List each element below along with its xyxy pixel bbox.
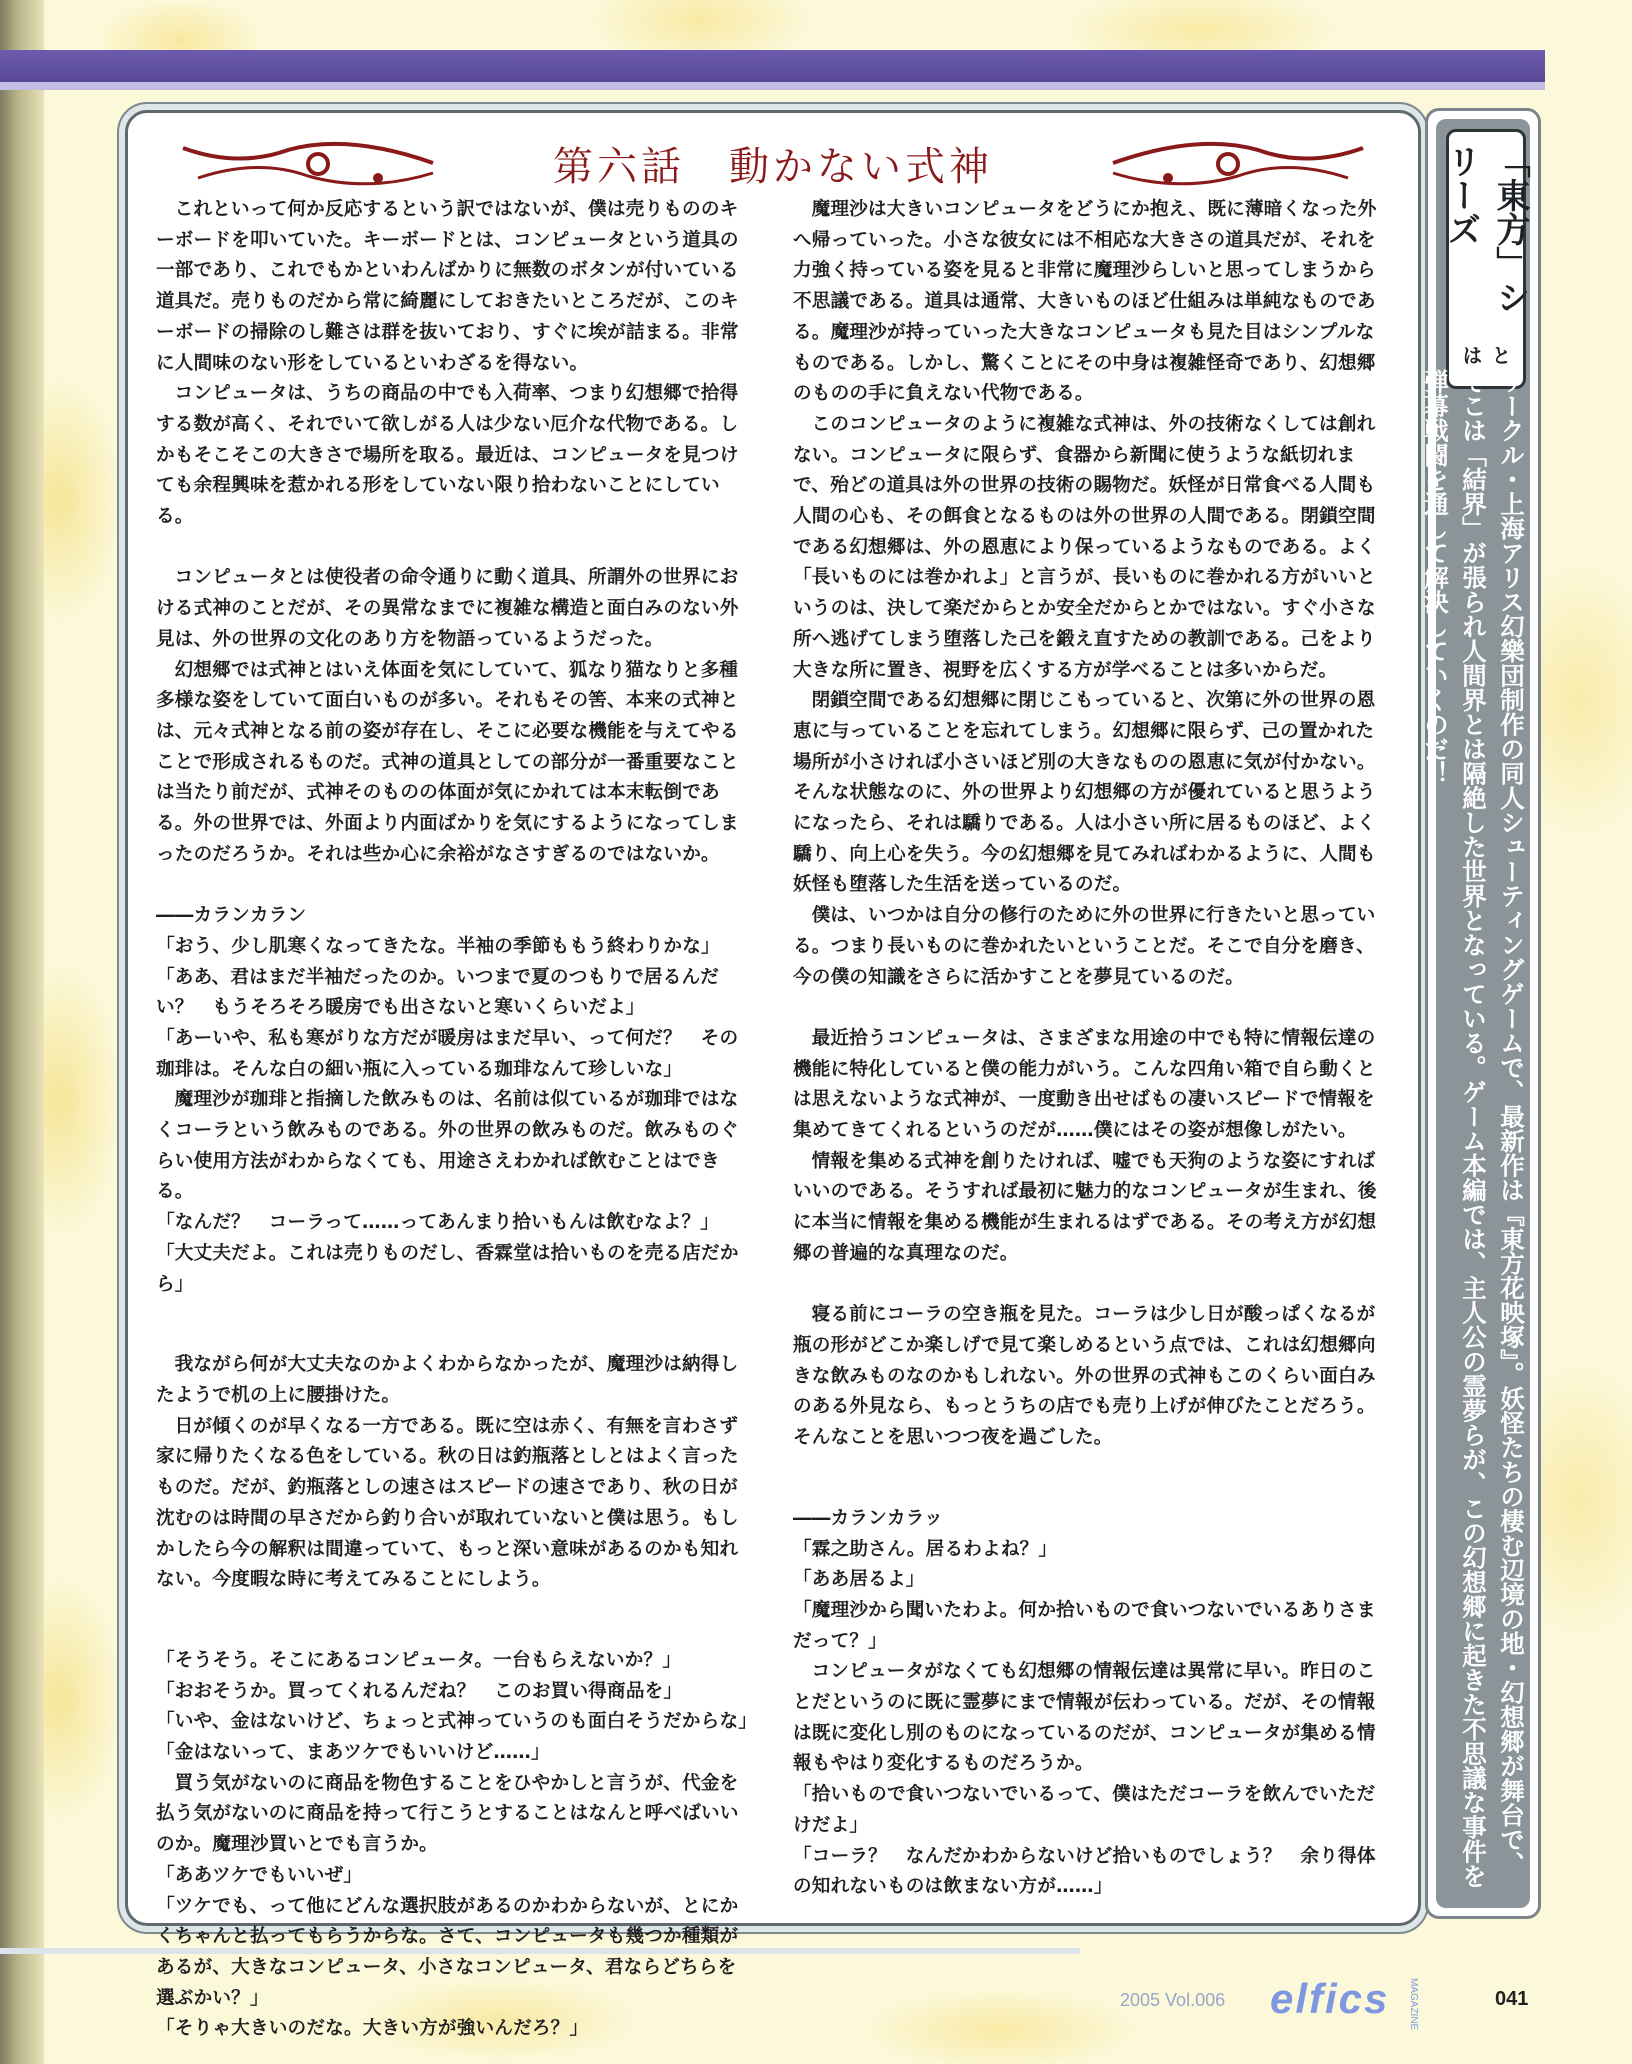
- paragraph: 魔理沙が珈琲と指摘した飲みものは、名前は似ているが珈琲ではなくコーラという飲みものである。外の世界の飲みものだ。飲みものぐらい使用方法がわからなくても、用途さえわかれば飲むことはできる。: [156, 1089, 739, 1203]
- dialogue-line: 「金はないって、まあツケでもいいけど……」: [156, 1742, 550, 1764]
- sidebar-title: [1441, 129, 1530, 389]
- dialogue-line: 「霖之助さん。居るわよね？」: [793, 1538, 1058, 1560]
- footer-volume: 2005 Vol.006: [1120, 1990, 1226, 2010]
- bottom-accent-bar: [0, 1948, 1080, 1954]
- dialogue-line: 「魔理沙から聞いたわよ。何か拾いもので食いつないでいるありさまだって？」: [793, 1599, 1376, 1652]
- book-spine: [0, 0, 44, 2064]
- paragraph: 閉鎖空間である幻想郷に閉じこもっていると、次第に外の世界の恩恵に与っていることを忘れてしまう。幻想郷に限らず、己の置かれた場所が小さければ小さいほど別の大きなものの恩恵に気が付かない。そんな状態なのに、外の世界より幻想郷の方が優れていると思うようになったら、それは驕りである。人は小さい所に居るものほど、よく驕り、向上心を失う。今の幻想郷を見てみればわかるように、人間も妖怪も堕落した生活を送っているのだ。: [793, 690, 1376, 896]
- paragraph: 寝る前にコーラの空き瓶を見た。コーラは少し日が酸っぱくなるが瓶の形がどこか楽しげで見て楽しめるという点では、これは幻想郷向きな飲みものなのかもしれない。外の世界の式神もこのくらい面白みのある外見なら、もっとうちの店でも売り上げが伸びたことだろう。そんなことを思いつつ夜を過ごした。: [793, 1304, 1376, 1449]
- dialogue-line: 「おおそうか。買ってくれるんだね？ このお買い得商品を」: [156, 1680, 683, 1702]
- paragraph: 我ながら何が大丈夫なのかよくわからなかったが、魔理沙は納得したようで机の上に腰掛けた。: [156, 1354, 739, 1406]
- paragraph: コンピュータとは使役者の命令通りに動く道具、所謂外の世界における式神のことだが、その異常なまでに複雑な構造と面白みのない外見は、外の世界の文化のあり方を物語っているようだった。: [156, 567, 739, 650]
- top-accent-bar-light: [0, 82, 1545, 90]
- chapter-title: 第六話 動かない式神: [553, 144, 993, 190]
- dialogue-line: 「ツケでも、って他にどんな選択肢があるのかわからないが、とにかくちゃんと払ってもらうからな。さて、コンピュータも幾つか種類があるが、大きなコンピュータ、小さなコンピュータ、君ならどちらを選ぶかい？」: [156, 1895, 739, 2009]
- sidebar-title-text: 「東方」シリーズ: [1441, 144, 1530, 314]
- dialogue-line: 「ああ、君はまだ半袖だったのか。いつまで夏のつもりで居るんだい？ もうそろそろ暖房でも出さないと寒いくらいだよ」: [156, 966, 720, 1019]
- dialogue-line: 「いや、金はないけど、ちょっと式神っていうのも面白そうだからな」: [156, 1711, 758, 1733]
- article-header: [128, 123, 1418, 203]
- sidebar-panel: [1421, 119, 1530, 1908]
- dialogue-line: 「おう、少し肌寒くなってきたな。半袖の季節ももう終わりかな」: [156, 935, 720, 957]
- dialogue-line: 「大丈夫だよ。これは売りものだし、香霖堂は拾いものを売る店だから」: [156, 1242, 739, 1295]
- dialogue-line: 「ああ居るよ」: [793, 1569, 925, 1591]
- page-number: 041: [1495, 1988, 1529, 2010]
- paragraph: このコンピュータのように複雑な式神は、外の技術なくしては創れない。コンピュータに限らず、食器から新聞に使うような紙切れまで、殆どの道具は外の世界の技術の賜物だ。妖怪が日常食べる人間も人間の心も、その餌食となるものは外の世界の人間である。閉鎖空間である幻想郷は、外の恩恵により保っているようなものである。よく「長いものには巻かれよ」と言うが、長いものに巻かれる方がいいというのは、決して楽だからとか安全だからとかではない。すぐ小さな所へ逃げてしまう堕落した己を鍛え直すための教訓である。己をより大きな所に置き、視野を広くする方が学べることは多いからだ。: [793, 413, 1376, 681]
- dialogue-line: 「そうそう。そこにあるコンピュータ。一台もらえないか？」: [156, 1649, 682, 1671]
- dialogue-line: 「ああツケでもいいぜ」: [156, 1864, 363, 1886]
- paragraph: これといって何か反応するという訳ではないが、僕は売りもののキーボードを叩いていた。キーボードとは、コンピュータという道具の一部であり、これでもかといわんばかりに無数のボタンが付いている道具だ。売りものだから常に綺麗にしておきたいところだが、このキーボードの掃除のし難さは群を抜いており、すぐに埃が詰まる。非常に人間味のない形をしているといわざるを得ない。: [156, 199, 739, 374]
- series-sidebar: [1421, 108, 1541, 1919]
- magazine-label: MAGAZINE: [1408, 1978, 1419, 2031]
- top-accent-bar: [0, 50, 1545, 82]
- paragraph: 情報を集める式神を創りたければ、嘘でも天狗のような姿にすればいいのである。そうすれば最初に魅力的なコンピュータが生まれ、後に本当に情報を集める機能が生まれるはずである。その考え方が幻想郷の普遍的な真理なのだ。: [793, 1150, 1377, 1264]
- dialogue-line: 「そりゃ大きいのだな。大きい方が強いんだろ？」: [156, 2018, 589, 2040]
- left-text-column: [156, 195, 758, 2045]
- dialogue-line: 「拾いもので食いつないでいるって、僕はただコーラを飲んでいただけだよ」: [793, 1784, 1376, 1836]
- dialogue-line: 「コーラ？ なんだかわからないけど拾いものでしょう？ 余り得体の知れないものは飲まない方が……」: [793, 1845, 1376, 1898]
- paragraph: コンピュータがなくても幻想郷の情報伝達は異常に早い。昨日のことだというのに既に霊夢にまで情報が伝わっている。だが、その情報は既に変化し別のものになっているのだが、コンピュータが集める情報もやはり変化するものだろうか。: [793, 1661, 1376, 1775]
- paragraph: コンピュータは、うちの商品の中でも入荷率、つまり幻想郷で拾得する数が高く、それでいて欲しがる人は少ない厄介な代物である。しかもそこそこの大きさで場所を取る。最近は、コンピュータを見つけても余程興味を惹かれる形をしていない限り拾わないことにしている。: [156, 383, 739, 528]
- sidebar-title-suffix: とは: [1459, 344, 1512, 365]
- right-text-column: [793, 195, 1388, 1903]
- dialogue-line: 「なんだ？ コーラって……ってあんまり拾いもんは飲むなよ？」: [156, 1212, 720, 1234]
- paragraph: 幻想郷では式神とはいえ体面を気にしていて、狐なり猫なりと多種多様な姿をしていて面白いものが多い。それもその筈、本来の式神とは、元々式神となる前の姿が存在し、そこに必要な機能を与えてやることで形成されるものだ。式神の道具としての部分が一番重要なことは当たり前だが、式神そのものの体面が気にかれては本末転倒である。外の世界では、外面より内面ばかりを気にするようになってしまったのだろうか。それは些か心に余裕がなさすぎるのではないか。: [156, 659, 739, 865]
- paragraph: 僕は、いつかは自分の修行のために外の世界に行きたいと思っている。つまり長いものに巻かれたいということだ。そこで自分を磨き、今の僕の知識をさらに活かすことを夢見ているのだ。: [793, 905, 1376, 988]
- paragraph: 日が傾くのが早くなる一方である。既に空は赤く、有無を言わさず家に帰りたくなる色をしている。秋の日は釣瓶落としとはよく言ったものだ。だが、釣瓶落としの速さはスピードの速さであり、秋の日が沈むのは時間の早さだから釣り合いが取れていないと僕は思う。もしかしたら今の解釈は間違っていて、もっと深い意味があるのかも知れない。今度暇な時に考えてみることにしよう。: [156, 1415, 739, 1591]
- paragraph: 買う気がないのに商品を物色することをひやかしと言うが、代金を払う気がないのに商品を持って行こうとすることはなんと呼べばいいのか。魔理沙買いとでも言うか。: [156, 1772, 739, 1856]
- dialogue-line: 「あーいや、私も寒がりな方だが暖房はまだ早い、って何だ？ その珈琲は。そんな白の細い瓶に入っている珈琲なんて珍しいな」: [156, 1027, 739, 1080]
- paragraph: 魔理沙は大きいコンピュータをどうにか抱え、既に薄暗くなった外へ帰っていった。小さな彼女には不相応な大きさの道具だが、それを力強く持っている姿を見ると非常に魔理沙らしいと思ってしまうから不思議である。道具は通常、大きいものほど仕組みは単純なものである。魔理沙が持っていった大きなコンピュータも見た目はシンプルなものである。しかし、驚くことにその中身は複雑怪奇であり、幻想郷のものの手に負えない代物である。: [793, 199, 1377, 405]
- dialogue-line: ――カランカラン: [156, 905, 307, 927]
- magazine-logo: elfics: [1270, 1975, 1390, 2022]
- sidebar-body: サークル・上海アリス幻樂団制作の同人シューティングゲームで、最新作は『東方花映塚』。妖怪たちの棲む辺境の地・幻想郷が舞台で、そこは「結界」が張られ人間界とは隔絶した世界となっている。ゲーム本編では、主人公の霊夢らが、この幻想郷に起きた不思議な事件を弾幕戦闘を通して解決していくのだ！: [1421, 369, 1526, 1888]
- right-ornament-icon: [1108, 138, 1368, 198]
- paragraph: 最近拾うコンピュータは、さまざまな用途の中でも特に情報伝達の機能に特化していると僕の能力がいう。こんな四角い箱で自ら動くとは思えないような式神が、一度動き出せばもの凄いスピードで情報を集めてきてくれるというのだが……僕にはその姿が想像しがたい。: [793, 1027, 1376, 1142]
- dialogue-line: ――カランカラッ: [793, 1507, 943, 1529]
